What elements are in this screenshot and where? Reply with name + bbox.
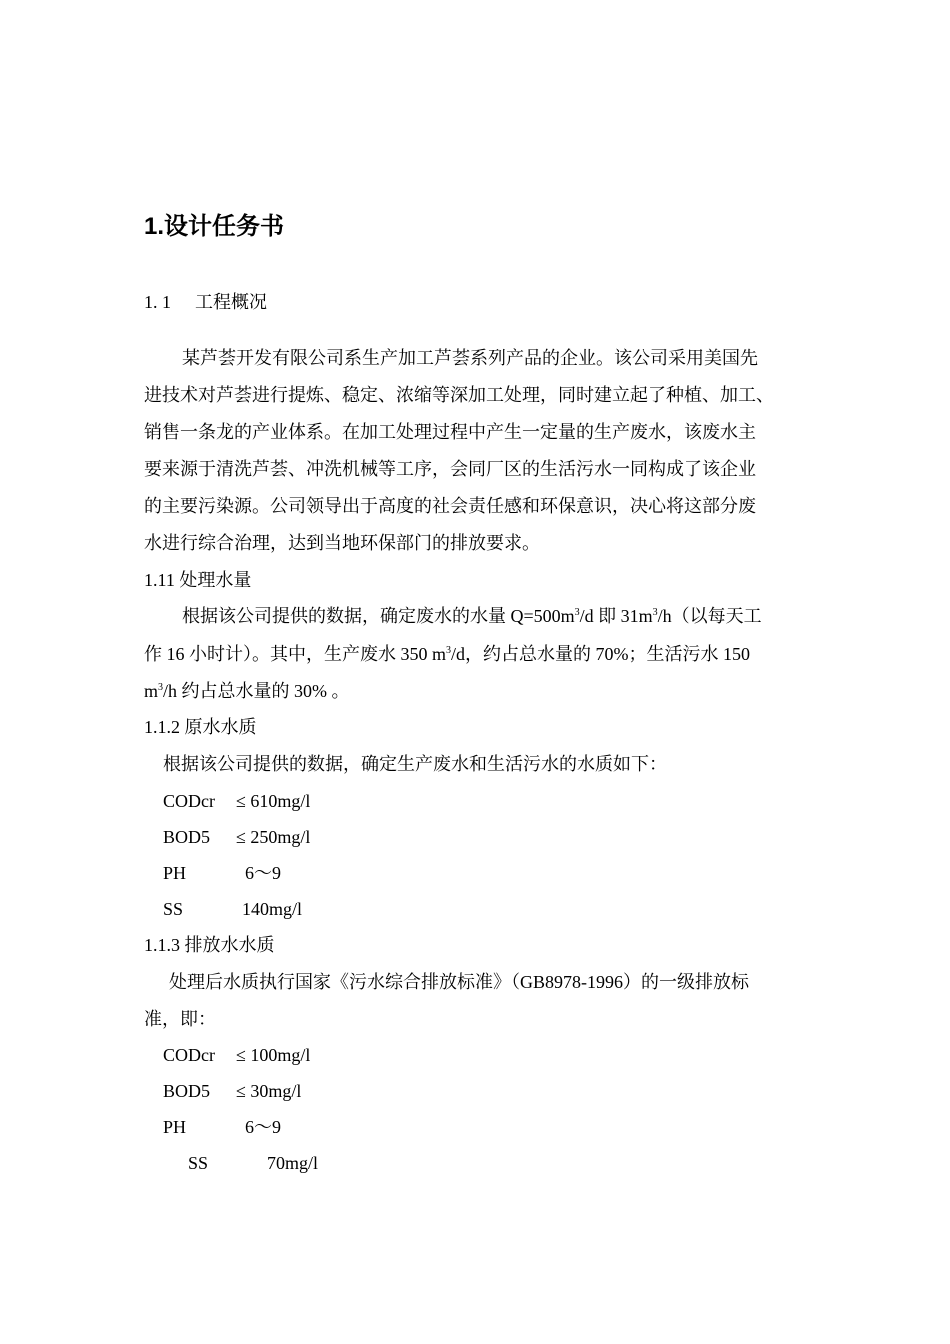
param-value: ≤ 250mg/l: [236, 827, 311, 847]
discharge-intro-line: 准，即：: [144, 1009, 216, 1029]
param-name: PH: [163, 1117, 187, 1137]
text-span: /h 约占总水量的 30% 。: [163, 681, 350, 701]
superscript: 3: [158, 682, 164, 693]
text-span: 根据该公司提供的数据，确定废水的水量 Q=500m: [182, 606, 575, 626]
param-name: BOD5: [163, 827, 211, 847]
document-title: 1.设计任务书: [144, 213, 285, 240]
section-1-1-2-heading: 1.1.2 原水水质: [144, 717, 257, 737]
overview-line: 的主要污染源。公司领导出于高度的社会责任感和环保意识，决心将这部分废: [144, 496, 756, 516]
overview-line: 销售一条龙的产业体系。在加工处理过程中产生一定量的生产废水，该废水主: [144, 422, 756, 442]
param-value: ≤ 610mg/l: [236, 791, 311, 811]
param-name: SS: [188, 1153, 209, 1173]
param-value: 6～9: [245, 1117, 281, 1137]
param-name: PH: [163, 863, 187, 883]
flow-paragraph-line: [144, 679, 350, 703]
text-span: /d 即 31m: [579, 606, 653, 626]
discharge-intro-line: 处理后水质执行国家《污水综合排放标准》（GB8978-1996）的一级排放标: [169, 972, 749, 992]
param-value: 6～9: [245, 863, 281, 883]
overview-line: 某芦荟开发有限公司系生产加工芦荟系列产品的企业。该公司采用美国先: [182, 348, 758, 368]
text-span: /h（以每天工: [657, 606, 762, 626]
section-1-11-heading: 1.11 处理水量: [144, 570, 252, 590]
raw-water-intro: 根据该公司提供的数据，确定生产废水和生活污水的水质如下：: [163, 754, 667, 774]
overview-line: 水进行综合治理，达到当地环保部门的排放要求。: [144, 533, 540, 553]
param-name: CODcr: [163, 791, 215, 811]
overview-line: 要来源于清洗芦荟、冲洗机械等工序，会同厂区的生活污水一同构成了该企业: [144, 459, 756, 479]
superscript: 3: [652, 607, 658, 618]
param-value: ≤ 100mg/l: [236, 1045, 311, 1065]
superscript: 3: [446, 645, 451, 656]
text-span: 作 16 小时计）。其中，生产废水 350 m: [144, 644, 446, 664]
param-name: BOD5: [163, 1081, 211, 1101]
param-name: CODcr: [163, 1045, 215, 1065]
section-title: 工程概况: [195, 292, 267, 312]
text-span: /d，约占总水量的 70%；生活污水 150: [451, 644, 750, 664]
overview-line: 进技术对芦荟进行提炼、稳定、浓缩等深加工处理，同时建立起了种植、加工、: [144, 385, 774, 405]
text-span: m: [144, 681, 159, 701]
flow-paragraph-line: [144, 642, 750, 666]
param-value: 140mg/l: [242, 899, 303, 919]
flow-paragraph-line: [182, 604, 762, 628]
section-1-1-3-heading: 1.1.3 排放水水质: [144, 935, 275, 955]
section-1-1-heading: [144, 290, 267, 314]
section-number: 1. 1: [144, 292, 171, 312]
param-value: 70mg/l: [267, 1153, 319, 1173]
superscript: 3: [574, 607, 580, 618]
param-name: SS: [163, 899, 184, 919]
param-value: ≤ 30mg/l: [236, 1081, 302, 1101]
